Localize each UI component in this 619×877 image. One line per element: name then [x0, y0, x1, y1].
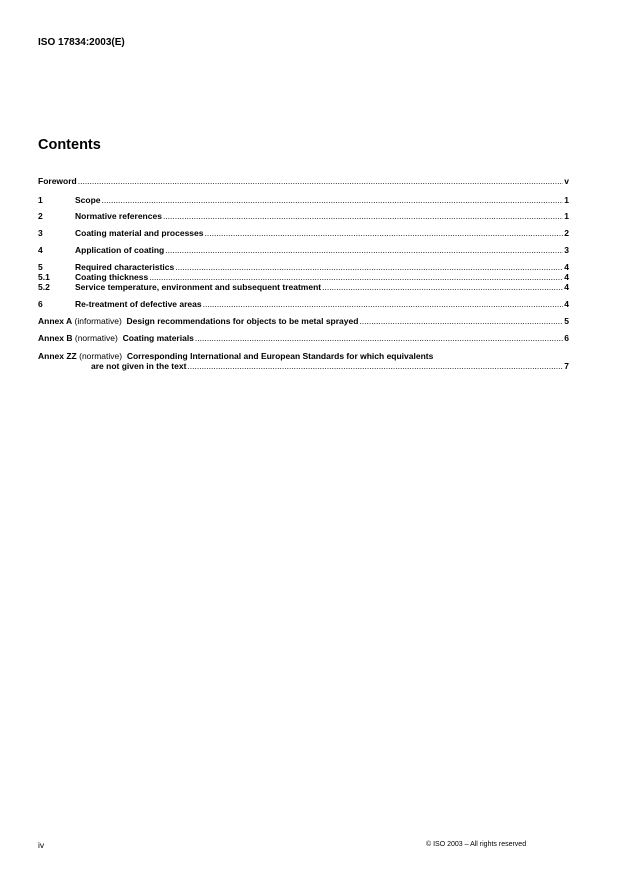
toc-entry-title: Normative references — [75, 211, 162, 221]
dot-leader — [102, 195, 564, 205]
toc-entry-title: Required characteristics — [75, 262, 175, 272]
dot-leader — [322, 282, 563, 292]
toc-clause-number: 3 — [38, 228, 43, 238]
toc-annex-qualifier: (normative) — [79, 351, 123, 361]
toc-page-number: v — [564, 176, 569, 186]
dot-leader — [78, 176, 564, 186]
dot-leader — [203, 299, 564, 309]
toc-clause-number: 5 — [38, 262, 43, 272]
dot-leader — [187, 361, 563, 371]
copyright-notice: © ISO 2003 – All rights reserved — [426, 841, 527, 848]
toc-entry-title: Application of coating — [75, 245, 165, 255]
dot-leader — [195, 333, 563, 343]
toc-page-number: 7 — [564, 361, 569, 371]
dot-leader — [163, 211, 563, 221]
toc-clause-number: 5.2 — [38, 282, 50, 292]
toc-entry-title: Coating thickness — [75, 272, 149, 282]
toc-entry-title: Coating materials — [122, 333, 194, 343]
toc-annex-label: Annex B — [38, 333, 73, 343]
toc-page-number: 3 — [564, 245, 569, 255]
toc-clause-number: 5.1 — [38, 272, 50, 282]
toc-entry-annex-a[interactable] — [38, 316, 569, 326]
toc-entry-title-continuation: are not given in the text — [91, 361, 187, 371]
toc-entry-coating-thickness[interactable] — [38, 272, 569, 282]
toc-page-number: 1 — [564, 195, 569, 205]
toc-page-number: 4 — [564, 282, 569, 292]
toc-clause-number: 2 — [38, 211, 43, 221]
toc-entry-title: Service temperature, environment and subsequent treatment — [75, 282, 322, 292]
toc-entry-re-treatment[interactable] — [38, 299, 569, 309]
toc-entry-application-of-coating[interactable] — [38, 245, 569, 255]
dot-leader — [149, 272, 563, 282]
toc-page-number: 1 — [564, 211, 569, 221]
toc-clause-number: 4 — [38, 245, 43, 255]
dot-leader — [205, 228, 564, 238]
toc-entry-scope[interactable] — [38, 195, 569, 205]
toc-entry-title: Corresponding International and European Standards for which equivalents — [126, 351, 434, 361]
toc-annex-qualifier: (informative) — [74, 316, 122, 326]
toc-entry-title: Scope — [75, 195, 101, 205]
document-id: ISO 17834:2003(E) — [38, 37, 125, 48]
toc-page-number: 4 — [564, 272, 569, 282]
toc-entry-title: Re-treatment of defective areas — [75, 299, 202, 309]
toc-page-number: 6 — [564, 333, 569, 343]
page-number: iv — [38, 840, 45, 850]
table-of-contents — [38, 176, 569, 371]
toc-page-number: 4 — [564, 299, 569, 309]
toc-page-number: 2 — [564, 228, 569, 238]
toc-clause-number: 1 — [38, 195, 43, 205]
toc-page-number: 4 — [564, 262, 569, 272]
dot-leader — [359, 316, 563, 326]
toc-entry-service-temperature[interactable] — [38, 282, 569, 292]
toc-entry-title: Coating material and processes — [75, 228, 204, 238]
dot-leader — [165, 245, 563, 255]
toc-entry-annex-zz[interactable] — [38, 351, 569, 371]
toc-entry-annex-b[interactable] — [38, 333, 569, 343]
toc-entry-required-characteristics[interactable] — [38, 262, 569, 272]
toc-annex-label: Annex A — [38, 316, 73, 326]
toc-page-number: 5 — [564, 316, 569, 326]
page-title: Contents — [38, 137, 101, 153]
toc-entry-normative-references[interactable] — [38, 211, 569, 221]
toc-entry-title: Foreword — [38, 176, 77, 186]
toc-entry-coating-material[interactable] — [38, 228, 569, 238]
toc-entry-foreword[interactable] — [38, 176, 569, 186]
toc-clause-number: 6 — [38, 299, 43, 309]
toc-annex-label: Annex ZZ — [38, 351, 77, 361]
toc-annex-qualifier: (normative) — [74, 333, 118, 343]
toc-entry-title: Design recommendations for objects to be metal sprayed — [126, 316, 359, 326]
dot-leader — [175, 262, 563, 272]
